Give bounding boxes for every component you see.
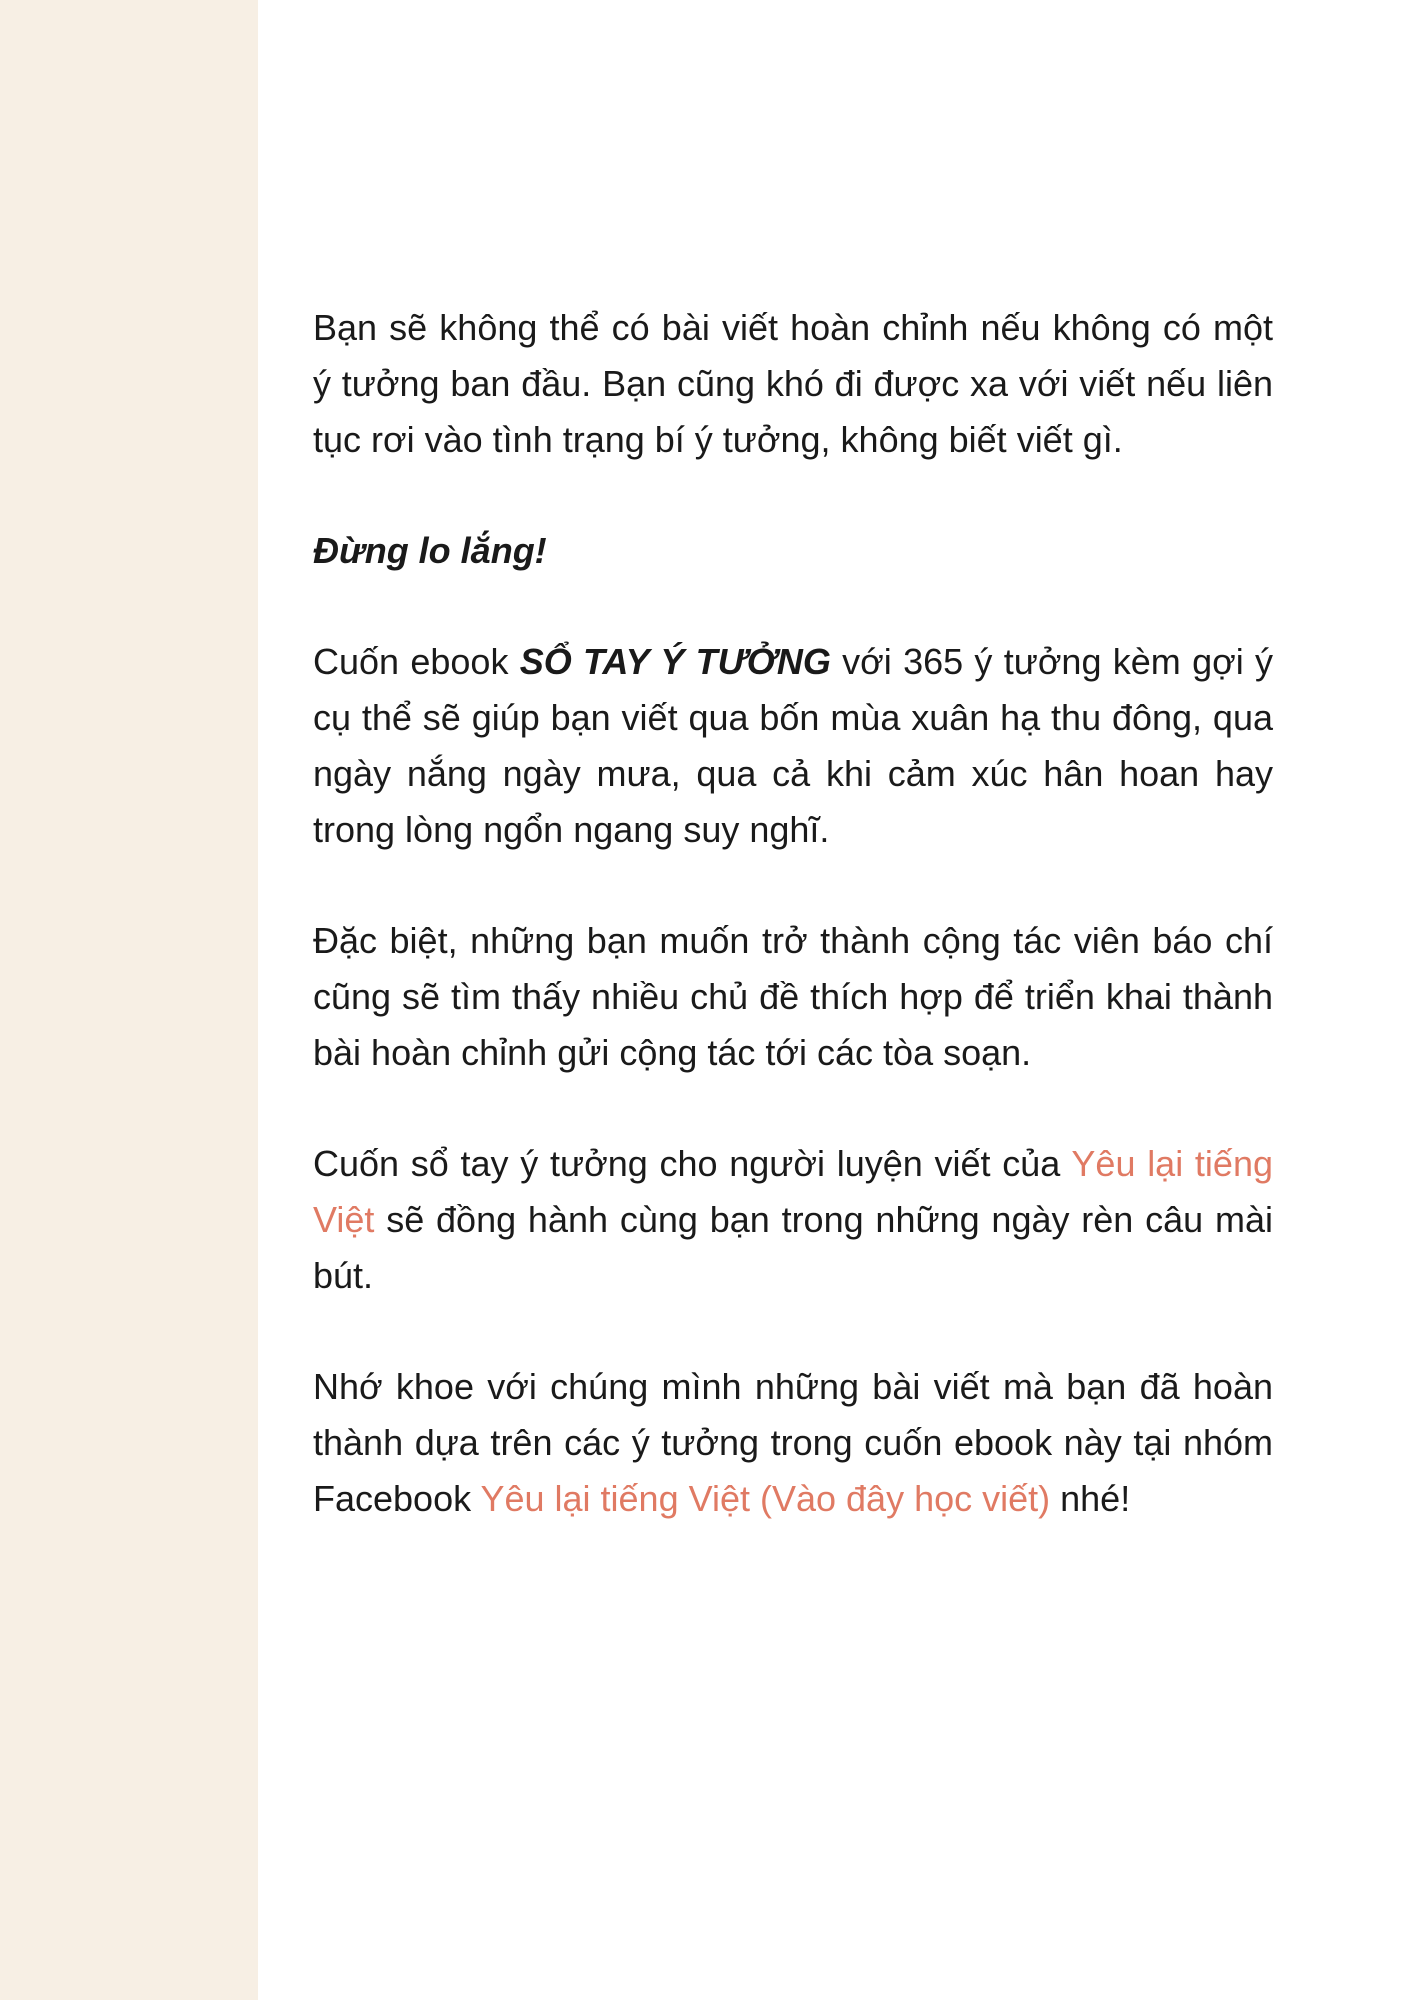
share-after: nhé! (1050, 1478, 1131, 1519)
intro-paragraph: Bạn sẽ không thể có bài viết hoàn chỉnh nếu không có một ý tưởng ban đầu. Bạn cũng khó đi được xa với viết nếu liên tục rơi vào tình trạng bí ý tưởng, không biết viết gì. (313, 307, 1273, 460)
companion-before: Cuốn sổ tay ý tưởng cho người luyện viết của (313, 1143, 1072, 1184)
ebook-description-before: Cuốn ebook (313, 641, 520, 682)
side-band (0, 0, 258, 2000)
ebook-title: SỔ TAY Ý TƯỞNG (519, 641, 831, 682)
yeu-lai-tieng-viet-link[interactable]: Yêu lại tiếng Việt (313, 1143, 1273, 1240)
share-before: Nhớ khoe với chúng mình những bài viết mà bạn đã hoàn thành dựa trên các ý tưởng trong cuốn ebook này tại nhóm Facebook (313, 1366, 1273, 1519)
encouragement-heading: Đừng lo lắng! (313, 530, 547, 571)
ebook-description-paragraph (313, 634, 1273, 858)
companion-paragraph (313, 1136, 1273, 1304)
companion-after: sẽ đồng hành cùng bạn trong những ngày rèn câu mài bút. (313, 1199, 1273, 1296)
ebook-description-after: với 365 ý tưởng kèm gợi ý cụ thể sẽ giúp bạn viết qua bốn mùa xuân hạ thu đông, qua ngày nắng ngày mưa, qua cả khi cảm xúc hân hoan hay trong lòng ngổn ngang suy nghĩ. (313, 641, 1273, 850)
page-content (313, 300, 1273, 1582)
contributor-paragraph: Đặc biệt, những bạn muốn trở thành cộng tác viên báo chí cũng sẽ tìm thấy nhiều chủ đề thích hợp để triển khai thành bài hoàn chỉnh gửi cộng tác tới các tòa soạn. (313, 920, 1273, 1073)
facebook-group-link[interactable]: Yêu lại tiếng Việt (Vào đây học viết) (480, 1478, 1051, 1519)
share-paragraph (313, 1359, 1273, 1527)
